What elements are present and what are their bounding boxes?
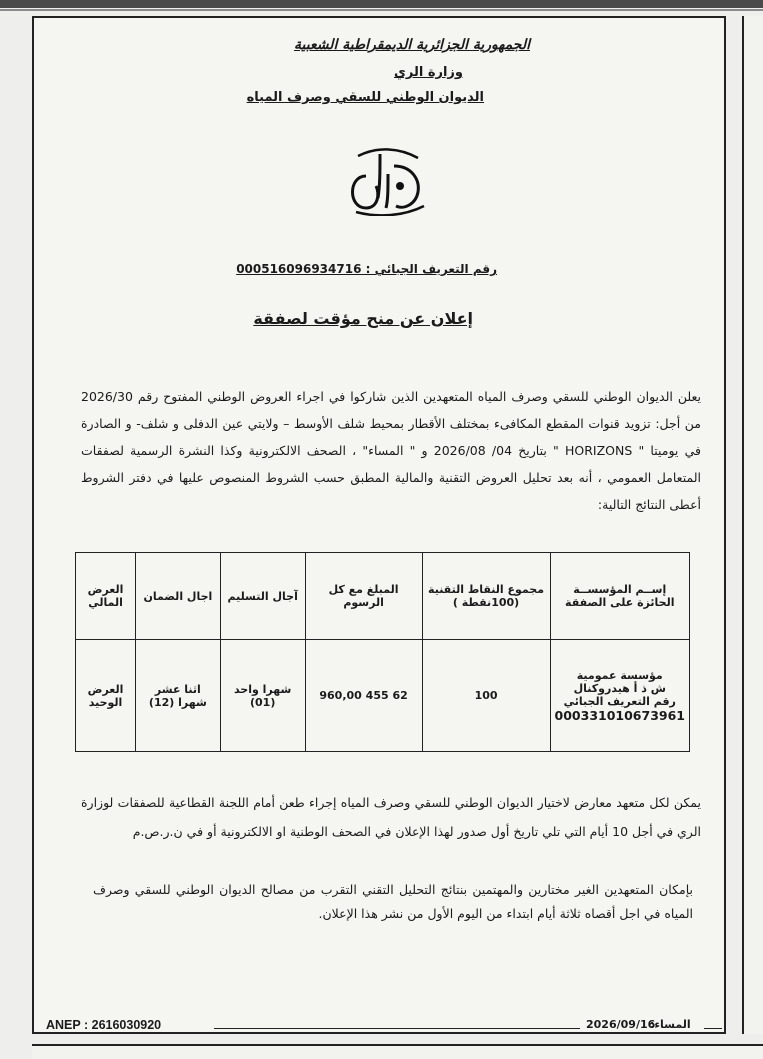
footer-rule [214, 1028, 580, 1029]
header-financial-offer: العرض المالي [76, 553, 136, 640]
company-type: مؤسسة عمومية [576, 668, 663, 682]
header-delivery: آجال التسليم [220, 553, 305, 640]
announcement-title: إعلان عن منح مؤقت لصفقة [253, 309, 473, 328]
top-rule-thin [0, 9, 763, 11]
header-company: إســم المؤسســة الحائزة على الصفقة [550, 553, 689, 640]
top-rule [0, 0, 763, 8]
header-guarantee: اجال الضمان [136, 553, 221, 640]
header-amount: المبلغ مع كل الرسوم [305, 553, 422, 640]
table-row [76, 640, 690, 752]
company-id-label: رقم التعريف الجبائي [563, 694, 676, 708]
cell-offer: العرض الوحيد [76, 640, 136, 752]
cell-points: 100 [422, 640, 550, 752]
appeal-paragraph: يمكن لكل متعهد معارض لاختيار الديوان الوطني للسقي وصرف المياه إجراء طعن أمام اللجنة القطاعية للصفقات لوزارة الري في أجل 10 أيام التي تلي تاريخ أول صدور لهذا الإعلان في الصحف الوطنية او الالكترونية أو في ن.ر.ص.م [81, 795, 701, 839]
cell-guarantee: اثنا عشر شهرا (12) [136, 640, 221, 752]
ministry-heading: وزارة الري [393, 65, 463, 80]
header-technical-points: مجموع النقاط التقنية (100نقطة ) [422, 553, 550, 640]
anep-number: ANEP : 2616030920 [46, 1018, 162, 1032]
company-name: ش ذ أ هيدروكنال [573, 681, 666, 695]
contact-paragraph: بإمكان المتعهدين الغير مختارين والمهتمين بنتائج التحليل التقني التقرب من مصالح الديوان الوطني للسقي وصرف المياه في اجل أقصاه ثلاثة أيام ابتداء من اليوم الأول من نشر هذا الإعلان. [93, 882, 693, 921]
footer-rule-end [704, 1028, 722, 1029]
fiscal-id: رقم التعريف الجبائي : 000516096934716 [236, 262, 497, 276]
cell-amount: 62 455 960,00 [305, 640, 422, 752]
office-heading: الديوان الوطني للسقي وصرف المياه [246, 90, 484, 105]
adjacent-column-edge [742, 16, 763, 1034]
onid-logo-icon [338, 146, 434, 216]
cell-company [550, 640, 689, 752]
newspaper-name: المساء: [650, 1018, 691, 1031]
intro-paragraph: يعلن الديوان الوطني للسقي وصرف المياه المتعهدين الذين شاركوا في اجراء العروض الوطني المفتوح رقم 2026/30 من أجل: تزويد قنوات المقطع المكافىء بمختلف الأقطار بمحيط شلف الأوسط – ولايتي عين الدفلى و شلف- و الصادرة في يوميتا " HORIZONS " بتاريخ 04/ 2026/08 و " المساء" ، الصحف الالكترونية وكذا النشرة الرسمية لصفقات المتعامل العمومي ، أنه بعد تحليل العروض التقنية والمالية المطبق حسب الشروط المنصوص عليها في دفتر الشروط أعطى النتائج التالية: [81, 389, 701, 512]
company-id: 000331010673961 [554, 707, 685, 723]
award-table [75, 552, 690, 752]
republic-heading: الجمهورية الجزائرية الديمقراطية الشعبية [293, 37, 530, 53]
table-header-row [76, 553, 690, 640]
cell-delivery: شهرا واحد (01) [220, 640, 305, 752]
publication-date: 2026/09/16 [586, 1018, 656, 1031]
